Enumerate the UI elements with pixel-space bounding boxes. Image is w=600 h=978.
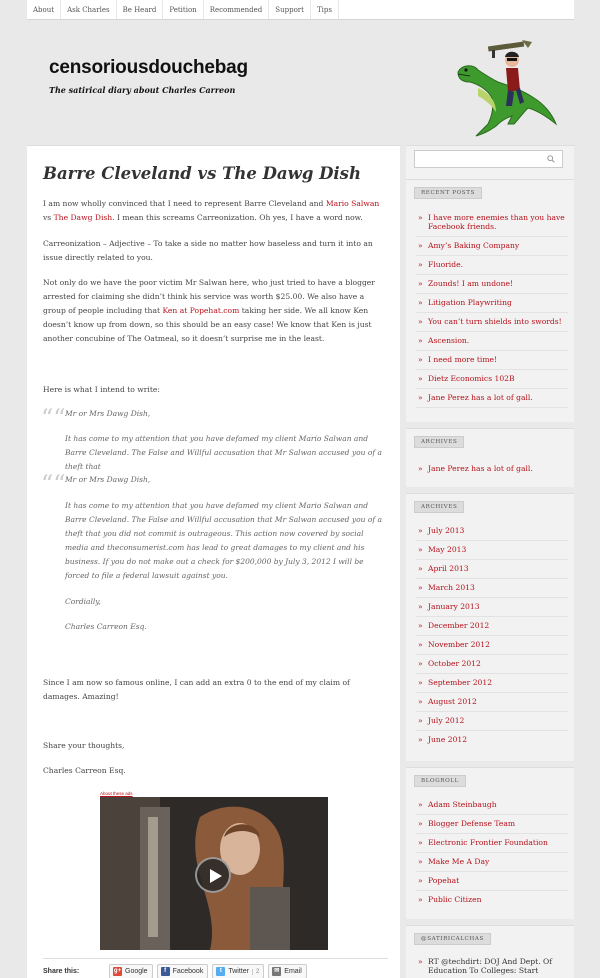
recent-posts-title: RECENT POSTS <box>414 187 482 199</box>
archive-month-link[interactable]: » April 2013 <box>416 560 568 579</box>
archives-widget-2 <box>406 493 574 761</box>
mascot-image <box>448 28 558 138</box>
mario-salwan-link[interactable]: Mario Salwan <box>325 199 380 208</box>
search-icon[interactable] <box>547 155 555 163</box>
blockquote-salutation: Mr or Mrs Dawg Dish, <box>65 409 151 418</box>
nav-about[interactable]: About <box>27 0 61 19</box>
recent-posts-widget <box>406 179 574 422</box>
archives-list-2 <box>416 522 568 749</box>
blogroll-link[interactable]: » Adam Steinbaugh <box>416 796 568 815</box>
archives-title: ARCHIVES <box>414 501 464 513</box>
blogroll-link[interactable]: » Popehat <box>416 872 568 891</box>
nav-petition[interactable]: Petition <box>163 0 203 19</box>
tweet-item[interactable]: » RT @techdirt: DOJ And Dept. Of Education To Colleges: Start <box>416 953 568 978</box>
recent-post-link[interactable]: » Ascension. <box>416 332 568 351</box>
post-paragraph-thoughts: Share your thoughts, <box>43 741 125 750</box>
search-input[interactable] <box>414 150 563 168</box>
blockquote-signature: Charles Carreon Esq. <box>65 622 147 631</box>
recent-post-link[interactable]: » Dietz Economics 102B <box>416 370 568 389</box>
archives-widget-1 <box>406 428 574 487</box>
nav-be-heard[interactable]: Be Heard <box>117 0 164 19</box>
post-paragraph-intro: I am now wholly convinced that I need to represent Barre Cleveland and Mario Salwan vs The Dawg Dish. I mean this screams Carreonization. Oh yes, I have a word now. <box>43 199 380 222</box>
post-paragraph-damages: Since I am now so famous online, I can add an extra 0 to the end of my claim of damages. Amazing! <box>43 678 350 701</box>
archive-month-link[interactable]: » July 2013 <box>416 522 568 541</box>
archive-month-link[interactable]: » December 2012 <box>416 617 568 636</box>
archive-month-link[interactable]: » May 2013 <box>416 541 568 560</box>
share-twitter-count: 2 <box>252 969 259 975</box>
archive-month-link[interactable]: » March 2013 <box>416 579 568 598</box>
twitter-icon: t <box>216 967 225 976</box>
recent-post-link[interactable]: » Litigation Playwriting <box>416 294 568 313</box>
google-icon: g+ <box>113 968 122 974</box>
recent-post-link[interactable]: » Jane Perez has a lot of gall. <box>416 389 568 408</box>
archive-month-link[interactable]: » September 2012 <box>416 674 568 693</box>
share-twitter-label: Twitter <box>228 968 249 975</box>
share-twitter-button[interactable] <box>212 964 264 978</box>
facebook-icon: f <box>161 967 170 976</box>
post-title[interactable]: Barre Cleveland vs The Dawg Dish <box>43 164 361 183</box>
blogroll-link[interactable]: » Make Me A Day <box>416 853 568 872</box>
blockquote-closing: Cordially, <box>65 597 101 606</box>
archive-month-link[interactable]: » November 2012 <box>416 636 568 655</box>
post-content <box>27 145 400 978</box>
email-icon: ✉ <box>274 968 280 974</box>
twitter-widget-title: @SATIRICALCHAS <box>414 933 491 945</box>
archive-month-link[interactable]: » January 2013 <box>416 598 568 617</box>
video-ad[interactable] <box>100 797 328 950</box>
quote-mark-icon: ““ <box>41 404 66 432</box>
nav-support[interactable]: Support <box>269 0 311 19</box>
blogroll-widget <box>406 767 574 919</box>
recent-post-link[interactable]: » Zounds! I am undone! <box>416 275 568 294</box>
share-facebook-label: Facebook <box>172 968 204 975</box>
post-signature: Charles Carreon Esq. <box>43 766 126 775</box>
share-email-label: Email <box>284 968 302 975</box>
twitter-list <box>416 953 568 978</box>
archive-month-link[interactable]: » July 2012 <box>416 712 568 731</box>
nav-ask-charles[interactable]: Ask Charles <box>61 0 116 19</box>
recent-post-link[interactable]: » I need more time! <box>416 351 568 370</box>
recent-post-link[interactable]: » You can’t turn shields into swords! <box>416 313 568 332</box>
popehat-link[interactable]: Ken at Popehat.com <box>162 306 240 315</box>
post-paragraph-body: Not only do we have the poor victim Mr Salwan here, who just tried to have a blogger arrested for claiming she didn’t think his service was worth $25.00. We also have a group of people including that Ken at Popehat.com taking her side. We all know Ken doesn’t know up from down, so this should be an easy case! We know that Ken is just another concubine of The Oatmeal, so it doesn’t surprise me in the least. <box>43 278 375 343</box>
site-description: The satirical diary about Charles Carreon <box>49 85 236 95</box>
post-paragraph-definition: Carreonization – Adjective – To take a side no matter how baseless and turn it into an issue directly related to you. <box>43 239 373 262</box>
top-nav <box>27 0 574 20</box>
about-ads-link[interactable]: About these ads <box>100 791 133 796</box>
archive-link[interactable]: » Jane Perez has a lot of gall. <box>416 460 568 478</box>
blogroll-link[interactable]: » Blogger Defense Team <box>416 815 568 834</box>
nav-tips[interactable]: Tips <box>311 0 339 19</box>
blogroll-list <box>416 796 568 909</box>
blogroll-link[interactable]: » Public Citizen <box>416 891 568 909</box>
share-facebook-button[interactable] <box>157 964 209 978</box>
archives-list-1 <box>416 460 568 478</box>
share-google-label: Google <box>125 968 148 975</box>
blogroll-link[interactable]: » Electronic Frontier Foundation <box>416 834 568 853</box>
sidebar-search-widget <box>406 145 574 179</box>
blockquote-body: It has come to my attention that you have defamed my client Mario Salwan and Barre Cleveland. The False and Willful accusation that Mr Salwan accused you of a theft that <box>65 434 382 471</box>
share-google-button[interactable] <box>109 964 153 978</box>
site-title[interactable]: censoriousdouchebag <box>49 57 248 78</box>
archive-month-link[interactable]: » June 2012 <box>416 731 568 749</box>
archive-month-link[interactable]: » October 2012 <box>416 655 568 674</box>
blockquote-body: It has come to my attention that you have defamed my client Mario Salwan and Barre Cleveland. The False and Willful accusation that Mr Salwan accused you of a theft that you did not commit is outrageous. This action now covered by social media and theconsumerist.com has lead to great damages to my client and his business. If you do not make out a check for $200,000 by July 3, 2012 I will be forced to file a federal lawsuit against you. <box>65 501 382 580</box>
quote-mark-icon: ““ <box>41 470 66 498</box>
recent-post-link[interactable]: » Amy’s Baking Company <box>416 237 568 256</box>
twitter-widget <box>406 925 574 978</box>
dawg-dish-link[interactable]: The Dawg Dish <box>53 213 113 222</box>
post-paragraph-intent: Here is what I intend to write: <box>43 385 160 394</box>
share-label: Share this: <box>43 968 80 975</box>
blockquote-salutation: Mr or Mrs Dawg Dish, <box>65 475 151 484</box>
blogroll-title: BLOGROLL <box>414 775 466 787</box>
recent-posts-list <box>416 209 568 408</box>
recent-post-link[interactable]: » I have more enemies than you have Facebook friends. <box>416 209 568 237</box>
archives-title: ARCHIVES <box>414 436 464 448</box>
nav-recommended[interactable]: Recommended <box>204 0 270 19</box>
play-icon[interactable] <box>195 857 231 893</box>
share-bar <box>43 958 388 978</box>
recent-post-link[interactable]: » Fluoride. <box>416 256 568 275</box>
share-email-button[interactable] <box>268 964 307 978</box>
archive-month-link[interactable]: » August 2012 <box>416 693 568 712</box>
